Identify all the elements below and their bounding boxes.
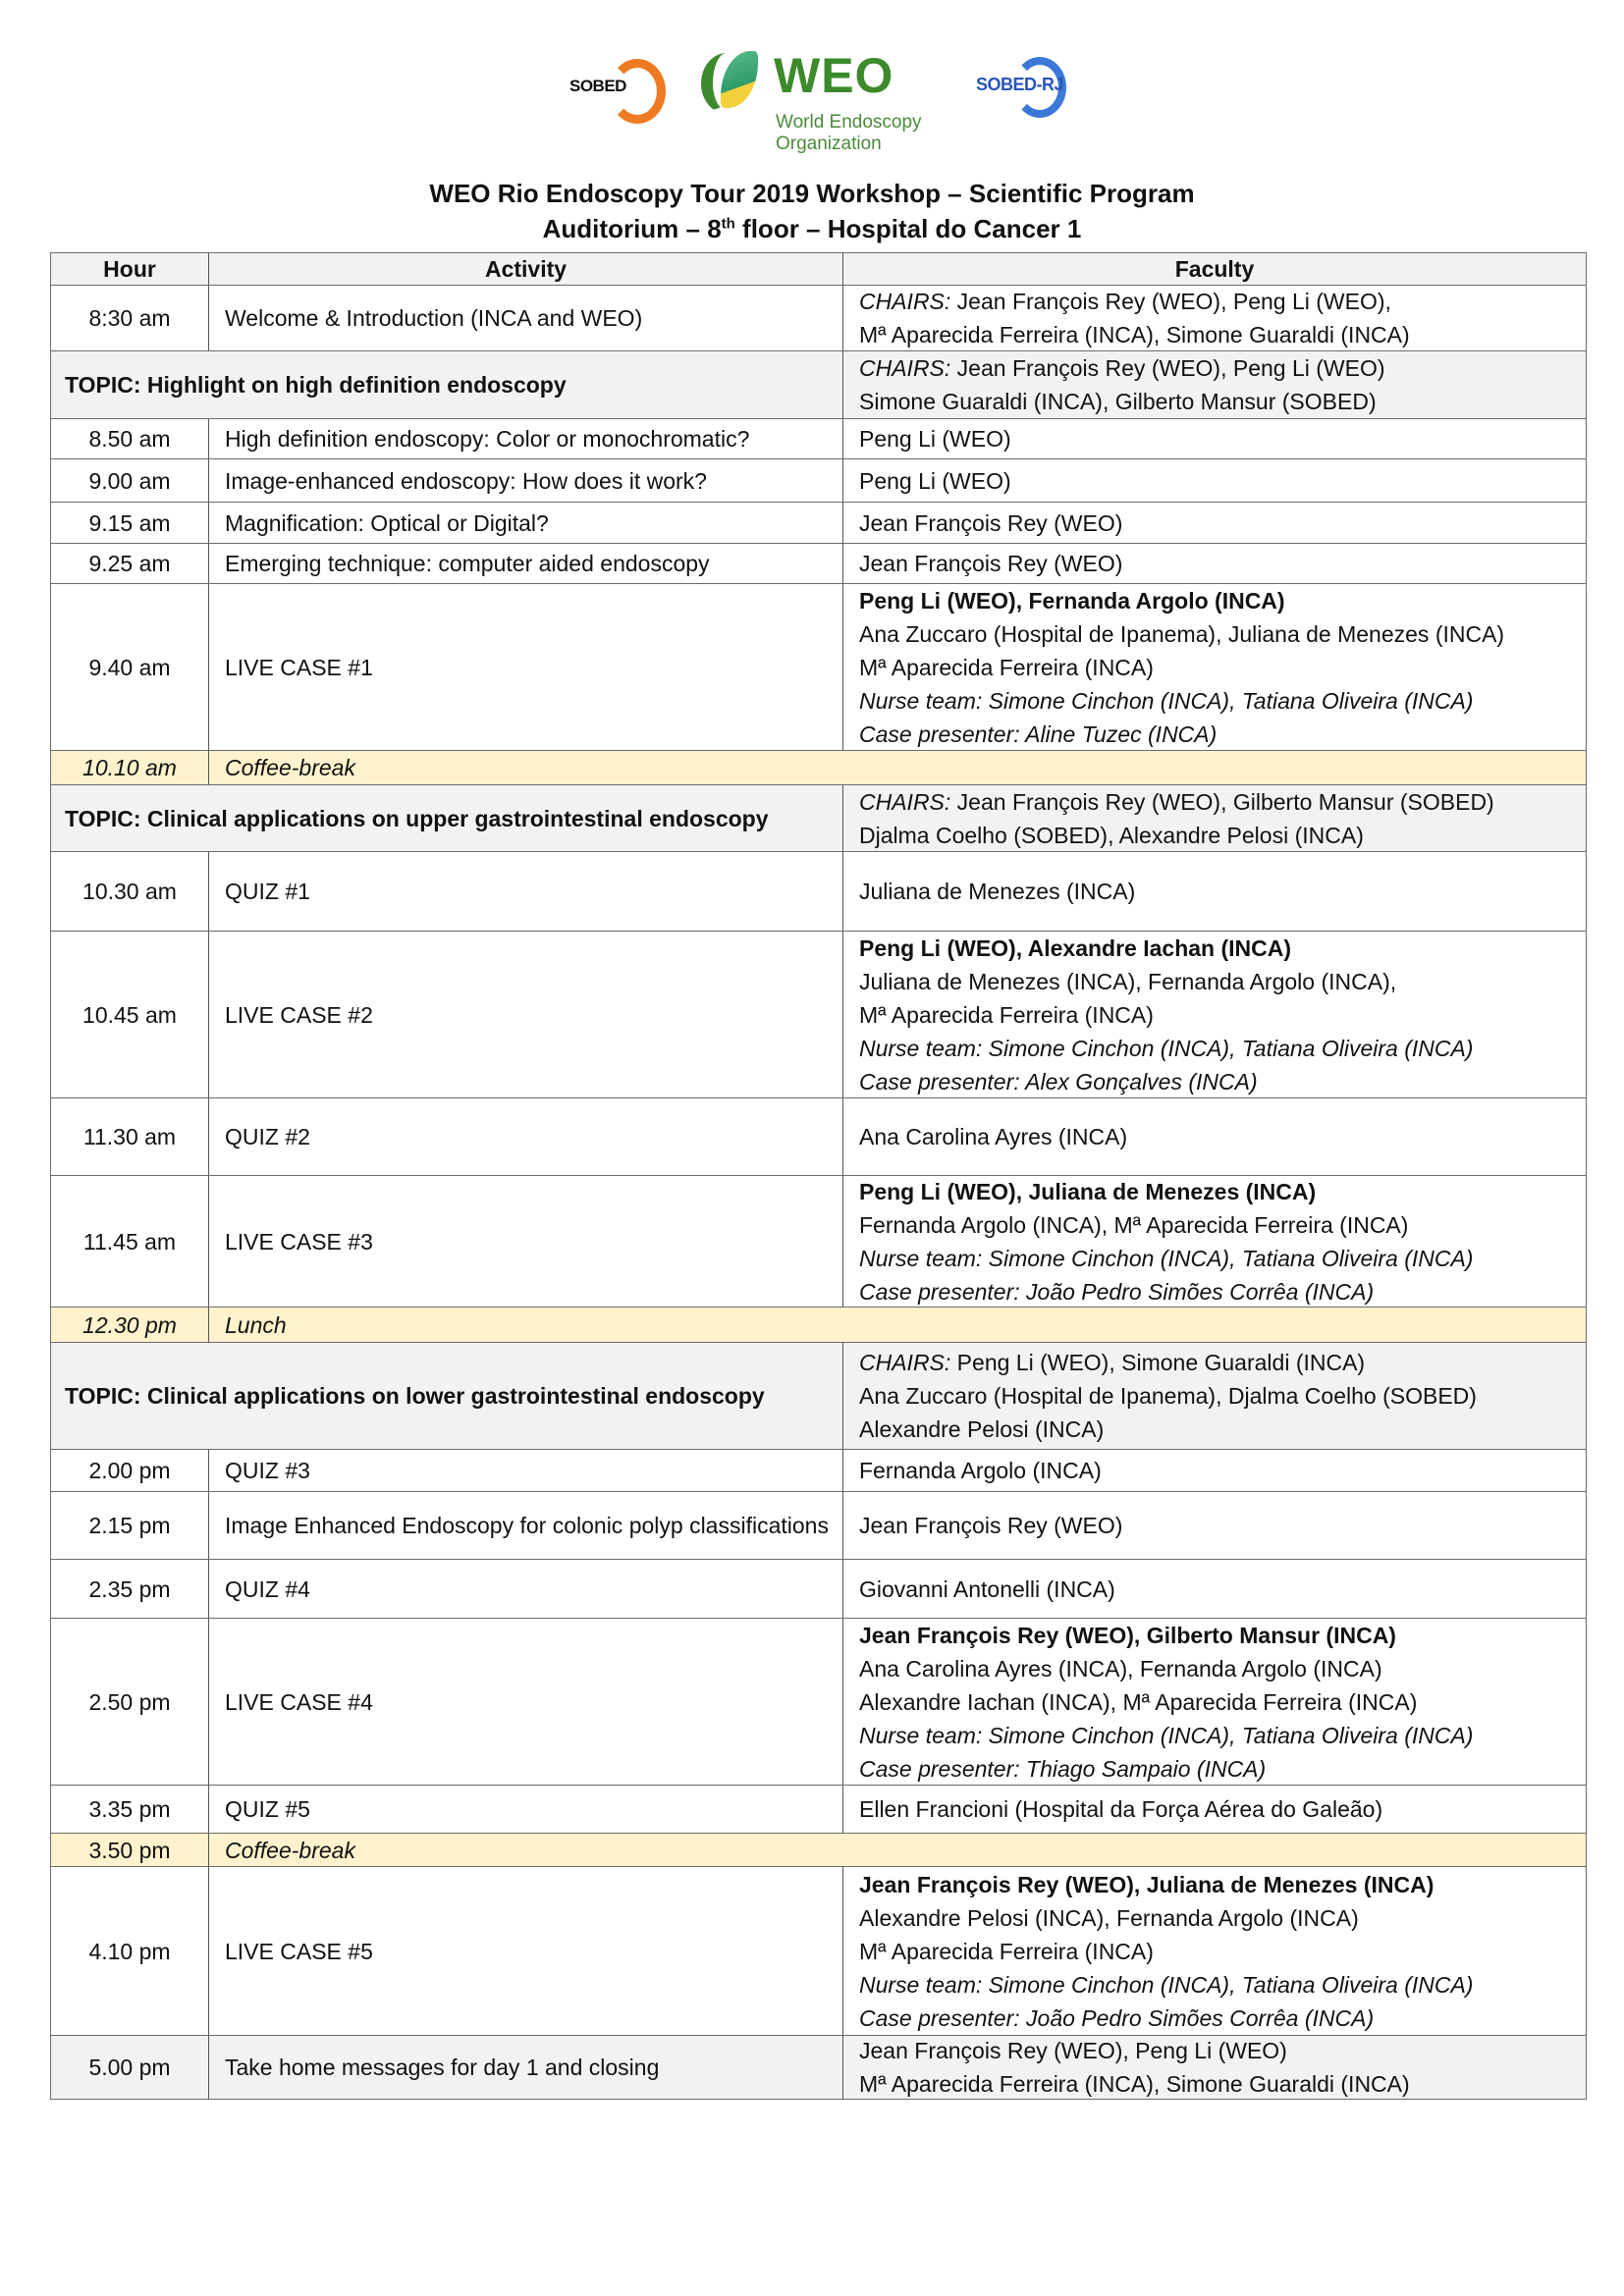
faculty-line: [859, 965, 1586, 998]
faculty-cell: [842, 1176, 1587, 1307]
table-row: [50, 544, 1587, 584]
hour-cell: 10.10 am: [50, 751, 209, 784]
break-label: Coffee-break: [209, 1834, 1587, 1866]
faculty-cell: [842, 351, 1587, 418]
faculty-line: [859, 2067, 1586, 2101]
faculty-cell: [842, 852, 1587, 931]
hour-cell: 2.15 pm: [50, 1492, 209, 1559]
faculty-line: [859, 507, 1586, 540]
faculty-names: Case presenter: Aline Tuzec (INCA): [859, 721, 1218, 747]
activity-cell: QUIZ #1: [225, 879, 310, 904]
faculty-line: [859, 1619, 1586, 1652]
hour-cell: 8.50 am: [50, 419, 209, 458]
faculty-names: Ana Zuccaro (Hospital de Ipanema), Djalma Coelho (SOBED): [859, 1383, 1477, 1409]
hour-cell: 9.25 am: [50, 544, 209, 583]
table-row: [50, 503, 1587, 544]
faculty-cell: [842, 544, 1587, 583]
faculty-cell: [842, 1560, 1587, 1618]
table-row: [50, 785, 1587, 852]
faculty-line: [859, 1792, 1586, 1826]
hour-cell: 2.00 pm: [50, 1450, 209, 1491]
faculty-line: [859, 1868, 1586, 1901]
table-row: [50, 286, 1587, 351]
faculty-line: [859, 385, 1586, 418]
faculty-line: [859, 785, 1586, 819]
sobed-logo: [568, 57, 666, 116]
weo-logo: [695, 45, 950, 153]
faculty-line: [859, 1275, 1586, 1308]
faculty-names: Alexandre Pelosi (INCA): [859, 1416, 1105, 1442]
hour-cell: 3.35 pm: [50, 1786, 209, 1833]
table-row: [50, 419, 1587, 459]
chairs-label: CHAIRS:: [859, 289, 951, 314]
faculty-cell: [842, 584, 1587, 750]
faculty-names: Nurse team: Simone Cinchon (INCA), Tatiana Oliveira (INCA): [859, 1245, 1474, 1271]
hour-cell: 12.30 pm: [50, 1308, 209, 1342]
table-row: [50, 1343, 1587, 1450]
faculty-line: [859, 1509, 1586, 1542]
faculty-line: [859, 1454, 1586, 1487]
weo-subtitle-line: Organization: [776, 133, 882, 154]
faculty-names: Jean François Rey (WEO), Peng Li (WEO),: [950, 289, 1391, 314]
activity-cell: Emerging technique: computer aided endoscopy: [225, 551, 710, 576]
faculty-cell: [842, 1786, 1587, 1833]
activity-cell: Image-enhanced endoscopy: How does it work?: [225, 467, 707, 494]
faculty-cell: [842, 932, 1587, 1097]
activity-cell: LIVE CASE #3: [225, 1228, 373, 1255]
hour-cell: 2.50 pm: [50, 1619, 209, 1785]
hour-cell: 11.45 am: [50, 1176, 209, 1307]
table-row: [50, 584, 1587, 751]
activity-cell: LIVE CASE #5: [225, 1938, 373, 1964]
faculty-names: Peng Li (WEO), Juliana de Menezes (INCA): [859, 1178, 1317, 1204]
faculty-line: [859, 1901, 1586, 1935]
hour-cell: 9.00 am: [50, 459, 209, 502]
faculty-names: Peng Li (WEO), Fernanda Argolo (INCA): [859, 587, 1285, 614]
faculty-names: Nurse team: Simone Cinchon (INCA), Tatiana Oliveira (INCA): [859, 1035, 1474, 1061]
faculty-line: [859, 351, 1586, 385]
faculty-names: Jean François Rey (WEO): [859, 551, 1123, 576]
faculty-names: Ana Carolina Ayres (INCA): [859, 1124, 1128, 1149]
table-row: [50, 1308, 1587, 1343]
faculty-names: Djalma Coelho (SOBED), Alexandre Pelosi (INCA): [859, 822, 1364, 848]
table-row: [50, 1619, 1587, 1786]
activity-cell: QUIZ #4: [225, 1575, 310, 1602]
faculty-line: [859, 1175, 1586, 1208]
faculty-line: [859, 1752, 1586, 1786]
faculty-line: [859, 617, 1586, 651]
table-row: [50, 751, 1587, 785]
faculty-names: Jean François Rey (WEO): [859, 509, 1123, 536]
activity-cell: QUIZ #5: [225, 1796, 310, 1822]
table-row: [50, 1834, 1587, 1867]
faculty-names: Jean François Rey (WEO), Gilberto Mansur (SOBED): [950, 788, 1494, 815]
faculty-names: Jean François Rey (WEO), Peng Li (WEO): [950, 355, 1385, 381]
faculty-line: [859, 1573, 1586, 1606]
activity-cell: QUIZ #3: [225, 1458, 310, 1483]
faculty-line: [859, 718, 1586, 751]
faculty-cell: [842, 1343, 1587, 1449]
hour-cell: 9.40 am: [50, 584, 209, 750]
faculty-names: Mª Aparecida Ferreira (INCA), Simone Guaraldi (INCA): [859, 2071, 1410, 2097]
activity-cell: Magnification: Optical or Digital?: [225, 509, 549, 536]
weo-logo-subtitle: [776, 112, 922, 155]
chairs-label: CHAIRS:: [859, 1350, 951, 1375]
faculty-names: Nurse team: Simone Cinchon (INCA), Tatiana Oliveira (INCA): [859, 687, 1474, 714]
faculty-line: [859, 1065, 1586, 1098]
activity-cell: Image Enhanced Endoscopy for colonic polyp classifications: [225, 1513, 829, 1538]
faculty-names: Case presenter: João Pedro Simões Corrêa (INCA): [859, 1278, 1375, 1305]
table-row: [50, 852, 1587, 932]
table-row: [50, 1098, 1587, 1176]
faculty-names: Simone Guaraldi (INCA), Gilberto Mansur (SOBED): [859, 389, 1377, 414]
topic-title: TOPIC: Clinical applications on lower gastrointestinal endoscopy: [50, 1343, 842, 1449]
faculty-cell: [842, 286, 1587, 350]
faculty-names: Fernanda Argolo (INCA), Mª Aparecida Ferreira (INCA): [859, 1211, 1409, 1238]
faculty-line: [859, 998, 1586, 1032]
table-row: [50, 459, 1587, 503]
activity-cell: LIVE CASE #1: [225, 654, 373, 680]
faculty-line: [859, 1242, 1586, 1275]
faculty-names: Ana Zuccaro (Hospital de Ipanema), Juliana de Menezes (INCA): [859, 620, 1505, 647]
faculty-names: Jean François Rey (WEO), Gilberto Mansur (INCA): [859, 1622, 1396, 1648]
faculty-names: Juliana de Menezes (INCA): [859, 879, 1136, 904]
faculty-names: Juliana de Menezes (INCA), Fernanda Argolo (INCA),: [859, 968, 1397, 994]
table-row: [50, 1176, 1587, 1308]
faculty-line: [859, 1719, 1586, 1752]
faculty-names: Alexandre Pelosi (INCA), Fernanda Argolo (INCA): [859, 1904, 1359, 1931]
activity-cell: High definition endoscopy: Color or monochromatic?: [225, 426, 750, 452]
subtitle-part: Auditorium – 8: [542, 214, 722, 243]
break-label: Lunch: [209, 1308, 1587, 1342]
faculty-line: [859, 1935, 1586, 1968]
hour-cell: 4.10 pm: [50, 1867, 209, 2035]
hour-cell: 11.30 am: [50, 1098, 209, 1175]
subtitle-superscript: th: [721, 215, 735, 233]
faculty-line: [859, 684, 1586, 718]
column-header-faculty: Faculty: [842, 253, 1587, 285]
faculty-line: [859, 1346, 1586, 1379]
faculty-line: [859, 1379, 1586, 1413]
faculty-names: Ana Carolina Ayres (INCA), Fernanda Argolo (INCA): [859, 1655, 1382, 1682]
table-row: [50, 1867, 1587, 2036]
faculty-names: Nurse team: Simone Cinchon (INCA), Tatiana Oliveira (INCA): [859, 1971, 1474, 1998]
activity-cell: Take home messages for day 1 and closing: [225, 2055, 660, 2080]
sobed-logo-text: SOBED: [569, 77, 626, 95]
hour-cell: 8:30 am: [50, 286, 209, 350]
faculty-names: Case presenter: Thiago Sampaio (INCA): [859, 1755, 1267, 1782]
table-row: [50, 932, 1587, 1098]
faculty-cell: [842, 1450, 1587, 1491]
faculty-line: [859, 318, 1586, 351]
faculty-cell: [842, 1619, 1587, 1785]
faculty-line: [859, 422, 1586, 455]
faculty-line: [859, 1032, 1586, 1065]
faculty-cell: [842, 1098, 1587, 1175]
table-row: [50, 1786, 1587, 1834]
break-label: Coffee-break: [209, 751, 1587, 784]
faculty-names: Peng Li (WEO): [859, 467, 1011, 494]
column-header-hour: Hour: [50, 253, 209, 285]
faculty-names: Case presenter: Alex Gonçalves (INCA): [859, 1068, 1258, 1095]
faculty-cell: [842, 1492, 1587, 1559]
activity-cell: LIVE CASE #4: [225, 1688, 373, 1715]
faculty-line: [859, 584, 1586, 617]
faculty-line: [859, 2002, 1586, 2035]
faculty-names: Mª Aparecida Ferreira (INCA), Simone Guaraldi (INCA): [859, 322, 1410, 347]
faculty-names: Peng Li (WEO): [859, 426, 1011, 452]
hour-cell: 2.35 pm: [50, 1560, 209, 1618]
faculty-cell: [842, 1867, 1587, 2035]
faculty-line: [859, 464, 1586, 498]
faculty-names: Alexandre Iachan (INCA), Mª Aparecida Ferreira (INCA): [859, 1688, 1418, 1715]
faculty-line: [859, 1413, 1586, 1446]
activity-cell: QUIZ #2: [225, 1124, 310, 1149]
faculty-cell: [842, 503, 1587, 543]
weo-logo-text: WEO: [774, 48, 894, 103]
table-row: [50, 1492, 1587, 1560]
activity-cell: LIVE CASE #2: [225, 1001, 373, 1028]
column-header-activity: Activity: [484, 256, 568, 282]
chairs-label: CHAIRS:: [859, 788, 951, 815]
faculty-names: Mª Aparecida Ferreira (INCA): [859, 1938, 1154, 1964]
faculty-line: [859, 1652, 1586, 1685]
table-row: [50, 2036, 1587, 2100]
faculty-cell: [842, 785, 1587, 851]
faculty-names: Peng Li (WEO), Alexandre Iachan (INCA): [859, 934, 1292, 961]
faculty-names: Mª Aparecida Ferreira (INCA): [859, 654, 1154, 680]
faculty-line: [859, 285, 1586, 318]
faculty-cell: [842, 2036, 1587, 2099]
weo-subtitle-line: World Endoscopy: [776, 112, 922, 133]
table-row: [50, 351, 1587, 419]
faculty-names: Peng Li (WEO), Simone Guaraldi (INCA): [950, 1350, 1366, 1375]
subtitle-part: floor – Hospital do Cancer 1: [734, 214, 1082, 243]
faculty-line: [859, 875, 1586, 908]
sobed-rj-logo: [976, 57, 1084, 116]
faculty-line: [859, 1208, 1586, 1242]
hour-cell: 5.00 pm: [50, 2036, 209, 2099]
document-subtitle: [0, 214, 1624, 244]
faculty-names: Case presenter: João Pedro Simões Corrêa (INCA): [859, 2004, 1375, 2031]
topic-title: TOPIC: Highlight on high definition endoscopy: [50, 351, 842, 418]
hour-cell: 9.15 am: [50, 503, 209, 543]
faculty-names: Jean François Rey (WEO): [859, 1513, 1123, 1538]
faculty-cell: [842, 459, 1587, 502]
faculty-names: Jean François Rey (WEO), Juliana de Menezes (INCA): [859, 1871, 1435, 1897]
faculty-line: [859, 1120, 1586, 1153]
hour-cell: 3.50 pm: [50, 1834, 209, 1866]
activity-cell: Welcome & Introduction (INCA and WEO): [225, 305, 643, 331]
faculty-line: [859, 819, 1586, 852]
faculty-line: [859, 651, 1586, 684]
chairs-label: CHAIRS:: [859, 355, 951, 381]
sobed-rj-logo-text: SOBED-RJ: [976, 75, 1064, 94]
faculty-line: [859, 1685, 1586, 1719]
faculty-names: Nurse team: Simone Cinchon (INCA), Tatiana Oliveira (INCA): [859, 1722, 1474, 1748]
hour-cell: 10.45 am: [50, 932, 209, 1097]
hour-cell: 10.30 am: [50, 852, 209, 931]
faculty-names: Mª Aparecida Ferreira (INCA): [859, 1001, 1154, 1028]
faculty-line: [859, 547, 1586, 580]
topic-title: TOPIC: Clinical applications on upper gastrointestinal endoscopy: [50, 785, 842, 851]
table-header-row: [50, 252, 1587, 286]
logo-bar: [0, 39, 1624, 157]
faculty-line: [859, 1968, 1586, 2002]
faculty-line: [859, 932, 1586, 965]
faculty-names: Jean François Rey (WEO), Peng Li (WEO): [859, 2038, 1287, 2063]
faculty-names: Ellen Francioni (Hospital da Força Aérea do Galeão): [859, 1796, 1383, 1822]
table-row: [50, 1560, 1587, 1619]
faculty-names: Fernanda Argolo (INCA): [859, 1458, 1102, 1483]
table-row: [50, 1450, 1587, 1492]
faculty-names: Giovanni Antonelli (INCA): [859, 1575, 1115, 1602]
faculty-line: [859, 2034, 1586, 2067]
faculty-cell: [842, 419, 1587, 458]
document-title: WEO Rio Endoscopy Tour 2019 Workshop – Scientific Program: [429, 179, 1195, 208]
